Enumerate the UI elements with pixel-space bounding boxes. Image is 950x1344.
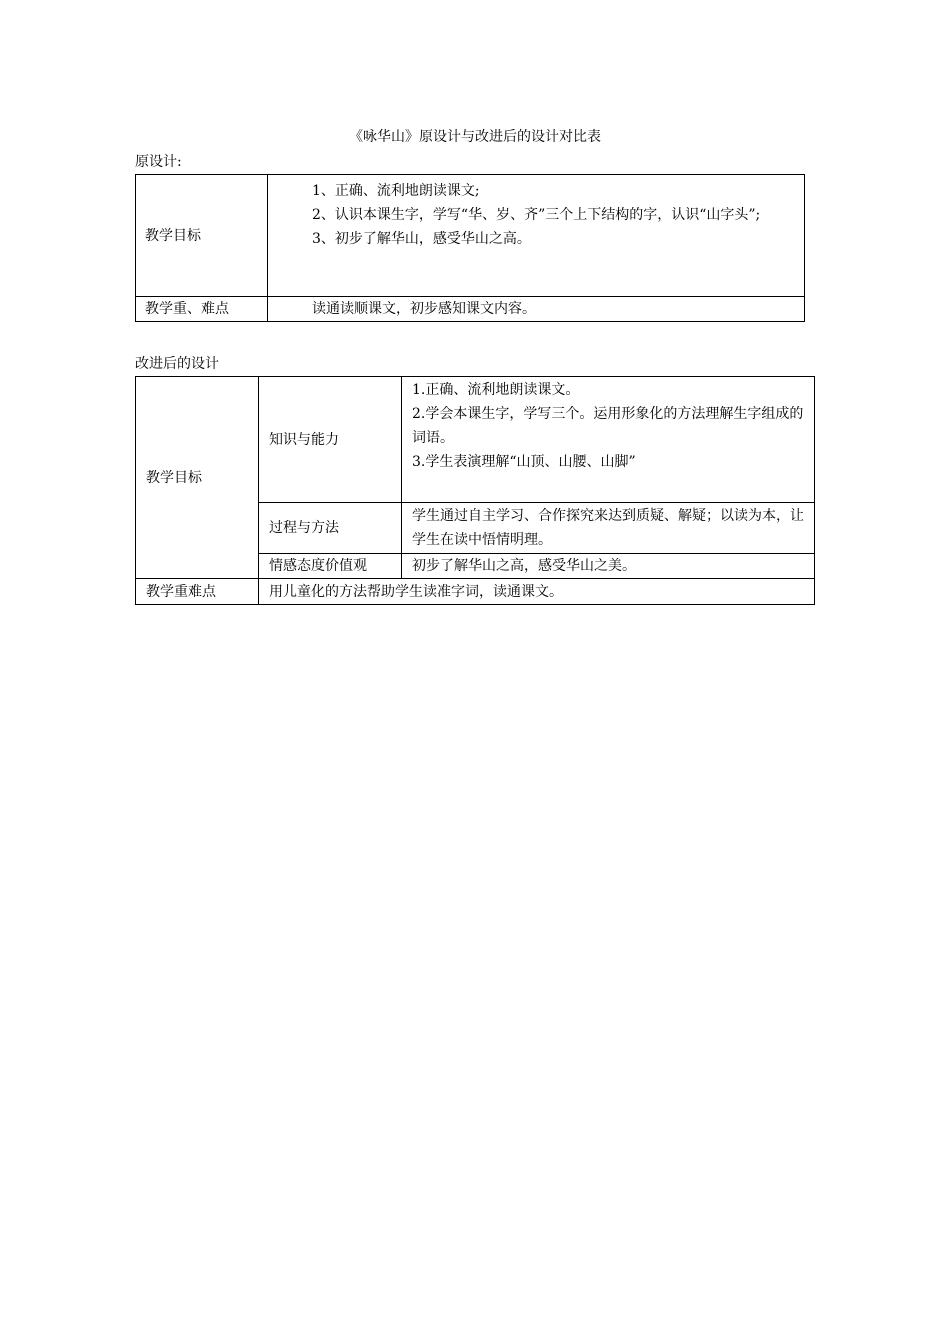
improved-goals-header: 教学目标	[136, 377, 259, 579]
original-focus-header: 教学重、难点	[136, 297, 268, 322]
knowledge-item: 2.学会本课生字，学写三个。运用形象化的方法理解生字组成的词语。	[412, 406, 804, 446]
table-row	[136, 579, 815, 605]
process-label: 过程与方法	[259, 503, 402, 554]
original-goal-item: 3、初步了解华山，感受华山之高。	[312, 231, 531, 247]
original-goal-item: 2、认识本课生字，学写“华、岁、齐”三个上下结构的字，认识“山字头”;	[312, 207, 761, 223]
table-row	[136, 377, 815, 503]
table-row	[136, 297, 805, 322]
emotion-text: 初步了解华山之高，感受华山之美。	[402, 554, 815, 579]
original-design-table	[135, 174, 805, 322]
knowledge-item: 1.正确、流利地朗读课文。	[412, 382, 580, 398]
improved-design-label: 改进后的设计	[135, 356, 219, 372]
improved-focus-header: 教学重难点	[136, 579, 259, 605]
original-goals-header: 教学目标	[136, 175, 268, 297]
page-title: 《咏华山》原设计与改进后的设计对比表	[349, 129, 601, 145]
knowledge-item: 3.学生表演理解“山顶、山腰、山脚”	[412, 454, 636, 470]
knowledge-cell	[402, 377, 815, 503]
original-goals-cell	[268, 175, 805, 297]
table-row	[136, 175, 805, 297]
original-focus-text: 读通读顺课文，初步感知课文内容。	[268, 297, 805, 322]
knowledge-label: 知识与能力	[259, 377, 402, 503]
improved-design-table	[135, 376, 815, 605]
process-text: 学生通过自主学习、合作探究来达到质疑、解疑；以读为本，让学生在读中悟情明理。	[402, 503, 815, 554]
improved-focus-text: 用儿童化的方法帮助学生读准字词，读通课文。	[259, 579, 815, 605]
emotion-label: 情感态度价值观	[259, 554, 402, 579]
original-goal-item: 1、正确、流利地朗读课文;	[312, 183, 480, 199]
original-design-label: 原设计:	[135, 154, 182, 170]
